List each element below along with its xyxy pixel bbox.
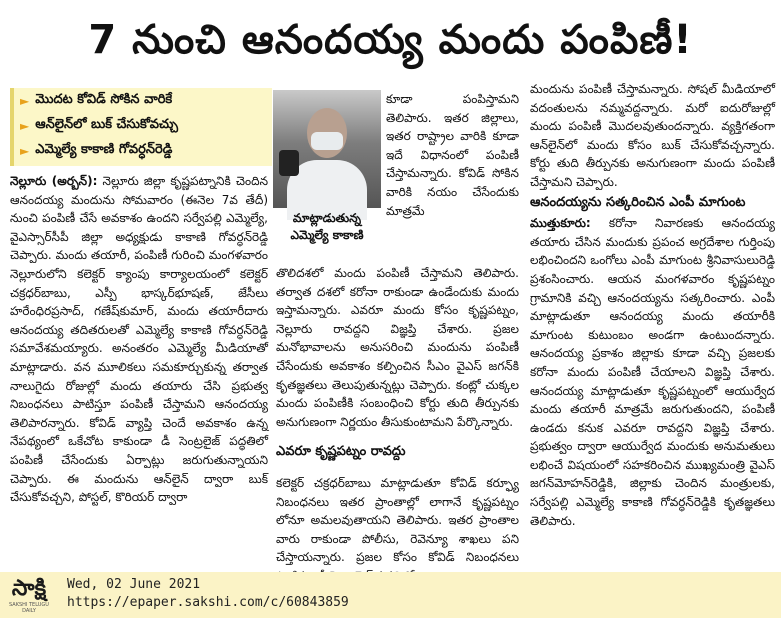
column2-top-text: కూడా పంపిస్తామని తెలిపారు. ఇతర జిల్లాలు, ఇతర రాష్ట్రాల వారికి కూడా ఇదే విధానంలో పంపిణీ చేస్తామన్నారు. కోవిడ్ సోకిన వారికి నయం చేసేందుకు మాత్రమే [386, 92, 519, 218]
article-column-1 [10, 172, 268, 570]
arrow-icon: ► [20, 143, 30, 158]
arrow-icon: ► [20, 93, 30, 108]
dateline: నెల్లూరు (అర్బన్): [10, 174, 98, 188]
column3-text: కరోనా నివారణకు ఆనందయ్య తయారు చేసిన మందుకు ప్రపంచ అగ్రదేశాల గుర్తింపు లభించిందని ఒంగోలు ఎంపీ మాగుంట శ్రీనివాసులురెడ్డి ప్రశంసించారు. ఆయన మంగళవారం కృష్ణపట్నం గ్రామానికి వచ్చి ఆనందయ్యను సత్కరించారు. ఎంపీ మాట్లాడుతూ ఆనందయ్య మందు తయారీకి మాగుంట కుటుంబం అండగా ఉంటుందన్నారు. ఆనందయ్య ప్రకాశం జిల్లాకు కూడా వచ్చి ప్రజలకు కరోనా మందు పంపిణీ చేయాలని విజ్ఞప్తి చేశారు. ఆనందయ్య మాట్లాడుతూ కృష్ణపట్నంలో ఆయుర్వేద మందు తయారీ మాత్రమే జరుగుతుందని, పంపిణీ ఉండదు కనుక ఎవరూ రావద్దని విజ్ఞప్తి చేశారు. ప్రభుత్వం ద్వారా ఆయుర్వేద మందుకు అనుమతులు లభించే విషయంలో సహకరించిన ముఖ్యమంత్రి వైఎస్ జగన్‌మోహన్‌రెడ్డికి, జిల్లాకు చెందిన మంత్రులకు, సర్వేపల్లి ఎమ్మెల్యే కాకాణి గోవర్ధన్‌రెడ్డికి కృతజ్ఞతలు తెలిపారు. [530, 216, 775, 528]
mla-photo [273, 90, 381, 208]
subhead-mp-magunta: ఆనందయ్యను సత్కరించిన ఎంపీ మాగుంట [530, 194, 746, 210]
column3-top: మందును పంపిణీ చేస్తామన్నారు. సోషల్ మీడియాలో వదంతులను నమ్మవద్దన్నారు. మరో ఐదురోజుల్లో మందు పంపిణీ మొదలవుతుందన్నారు. వ్యక్తిగతంగా ఆన్‌లైన్‌లో మందు కోసం బుక్ చేసుకోవచ్చన్నారు. కోర్టు తుది తీర్పునకు అనుగుణంగా మందు పంపిణీ చేస్తామని చెప్పారు. [530, 82, 775, 189]
column1-text: నెల్లూరు జిల్లా కృష్ణపట్నానికి చెందిన ఆనందయ్య మందును సోమవారం (ఈనెల 7వ తేదీ) నుంచి పంపిణీ చేసే అవకాశం ఉందని సర్వేపల్లి ఎమ్మెల్యే, వైఎస్సార్‌సీపీ జిల్లా అధ్యక్షుడు కాకాణి గోవర్ధన్‌రెడ్డి చెప్పారు. మందు తయారీ, పంపిణీ గురించి మంగళవారం నెల్లూరులోని కలెక్టర్ క్యాంపు కార్యాలయంలో కలెక్టర్ చక్రధర్‌బాబు, ఎస్పీ భాస్కర్‌భూషణ్, జేసీలు హరేంధిరప్రసాద్, గణేష్‌కుమార్, మందు తయారీదారు ఆనందయ్య తదితరులతో ఎమ్మెల్యే కాకాణి గోవర్ధన్‌రెడ్డి సమావేశమయ్యారు. అనంతరం ఎమ్మెల్యే మీడియాతో మాట్లాడారు. వన మూలికలు సమకూర్చుకున్న తర్వాత నాలుగైదు రోజుల్లో మందు తయారు చేసి ప్రభుత్వ నిబంధనలు పాటిస్తూ పంపిణీ చేస్తామని ఆనందయ్య తెలిపారన్నారు. కోవిడ్ వ్యాప్తి చెందే అవకాశం ఉన్న నేపథ్యంలో ఒకేచోట కాకుండా డీ సెంట్రలైజ్ పద్ధతిలో పంపిణీ చేసేందుకు ఏర్పాట్లు జరుగుతున్నాయని చెప్పారు. ఈ మందును ఆన్‌లైన్ ద్వారా బుక్ చేసుకోవచ్చని, పోస్టల్, కొరియర్ ద్వారా [10, 174, 268, 505]
photo-caption: మాట్లాడుతున్న ఎమ్మెల్యే కాకాణి [290, 211, 364, 242]
headline: 7 నుంచి ఆనందయ్య మందు పంపిణీ! [88, 17, 693, 63]
highlights-box [10, 88, 272, 166]
sakshi-logo: సాక్షి SAKSHI TELUGU DAILY [9, 576, 49, 614]
subhead-krishnapatnam: ఎవరూ కృష్ణపట్నం రావద్దు [276, 444, 406, 460]
highlight-item: ► ఆన్‌లైన్‌లో బుక్ చేసుకోవచ్చు [20, 116, 179, 133]
edition-date: Wed, 02 June 2021 [67, 577, 201, 592]
dateline-muthukur: ముత్తుకూరు: [530, 216, 591, 231]
epaper-url[interactable]: https://epaper.sakshi.com/c/60843859 [67, 595, 349, 610]
column2-body: తొలిదశలో మందు పంపిణీ చేస్తామని తెలిపారు. తర్వాత దశలో కరోనా రాకుండా ఉండేందుకు మందు ఇస్తామన్నారు. ఎవరూ మందు కోసం కృష్ణపట్నం, నెల్లూరు రావద్దని విజ్ఞప్తి చేశారు. ప్రజల మనోభావాలను అనుసరించి మందును పంపిణీ చేసేందుకు అవకాశం కల్పించిన సీఎం వైఎస్ జగన్‌కి కృతజ్ఞతలు తెలుపుతున్నట్లు చెప్పారు. కంట్లో చుక్కల మందు పంపిణీకి సంబంధించి కోర్టు తుది తీర్పునకు అనుగుణంగా నిర్ణయం తీసుకుంటామని పేర్కొన్నారు. [276, 266, 519, 429]
highlight-item: ► ఎమ్మెల్యే కాకాణి గోవర్ధన్‌రెడ్డి [20, 141, 173, 158]
article-column-3 [530, 80, 775, 570]
arrow-icon: ► [20, 118, 30, 133]
highlight-item: ► మొదట కోవిడ్ సోకిన వారికే [20, 91, 173, 108]
article-column-2 [276, 252, 519, 570]
column2-sub-text: కలెక్టర్ చక్రధర్‌బాబు మాట్లాడుతూ కోవిడ్ కర్ఫ్యూ నిబంధనలు ఇతర ప్రాంతాల్లో లాగానే కృష్ణపట్నం లోనూ అమలవుతాయని తెలిపారు. ఇతర ప్రాంతాల వారు రాకుండా పోలీసు, రెవెన్యూ శాఖలు పని చేస్తాయన్నారు. ప్రజల కోసం కోవిడ్ నిబంధనలు [276, 475, 519, 565]
